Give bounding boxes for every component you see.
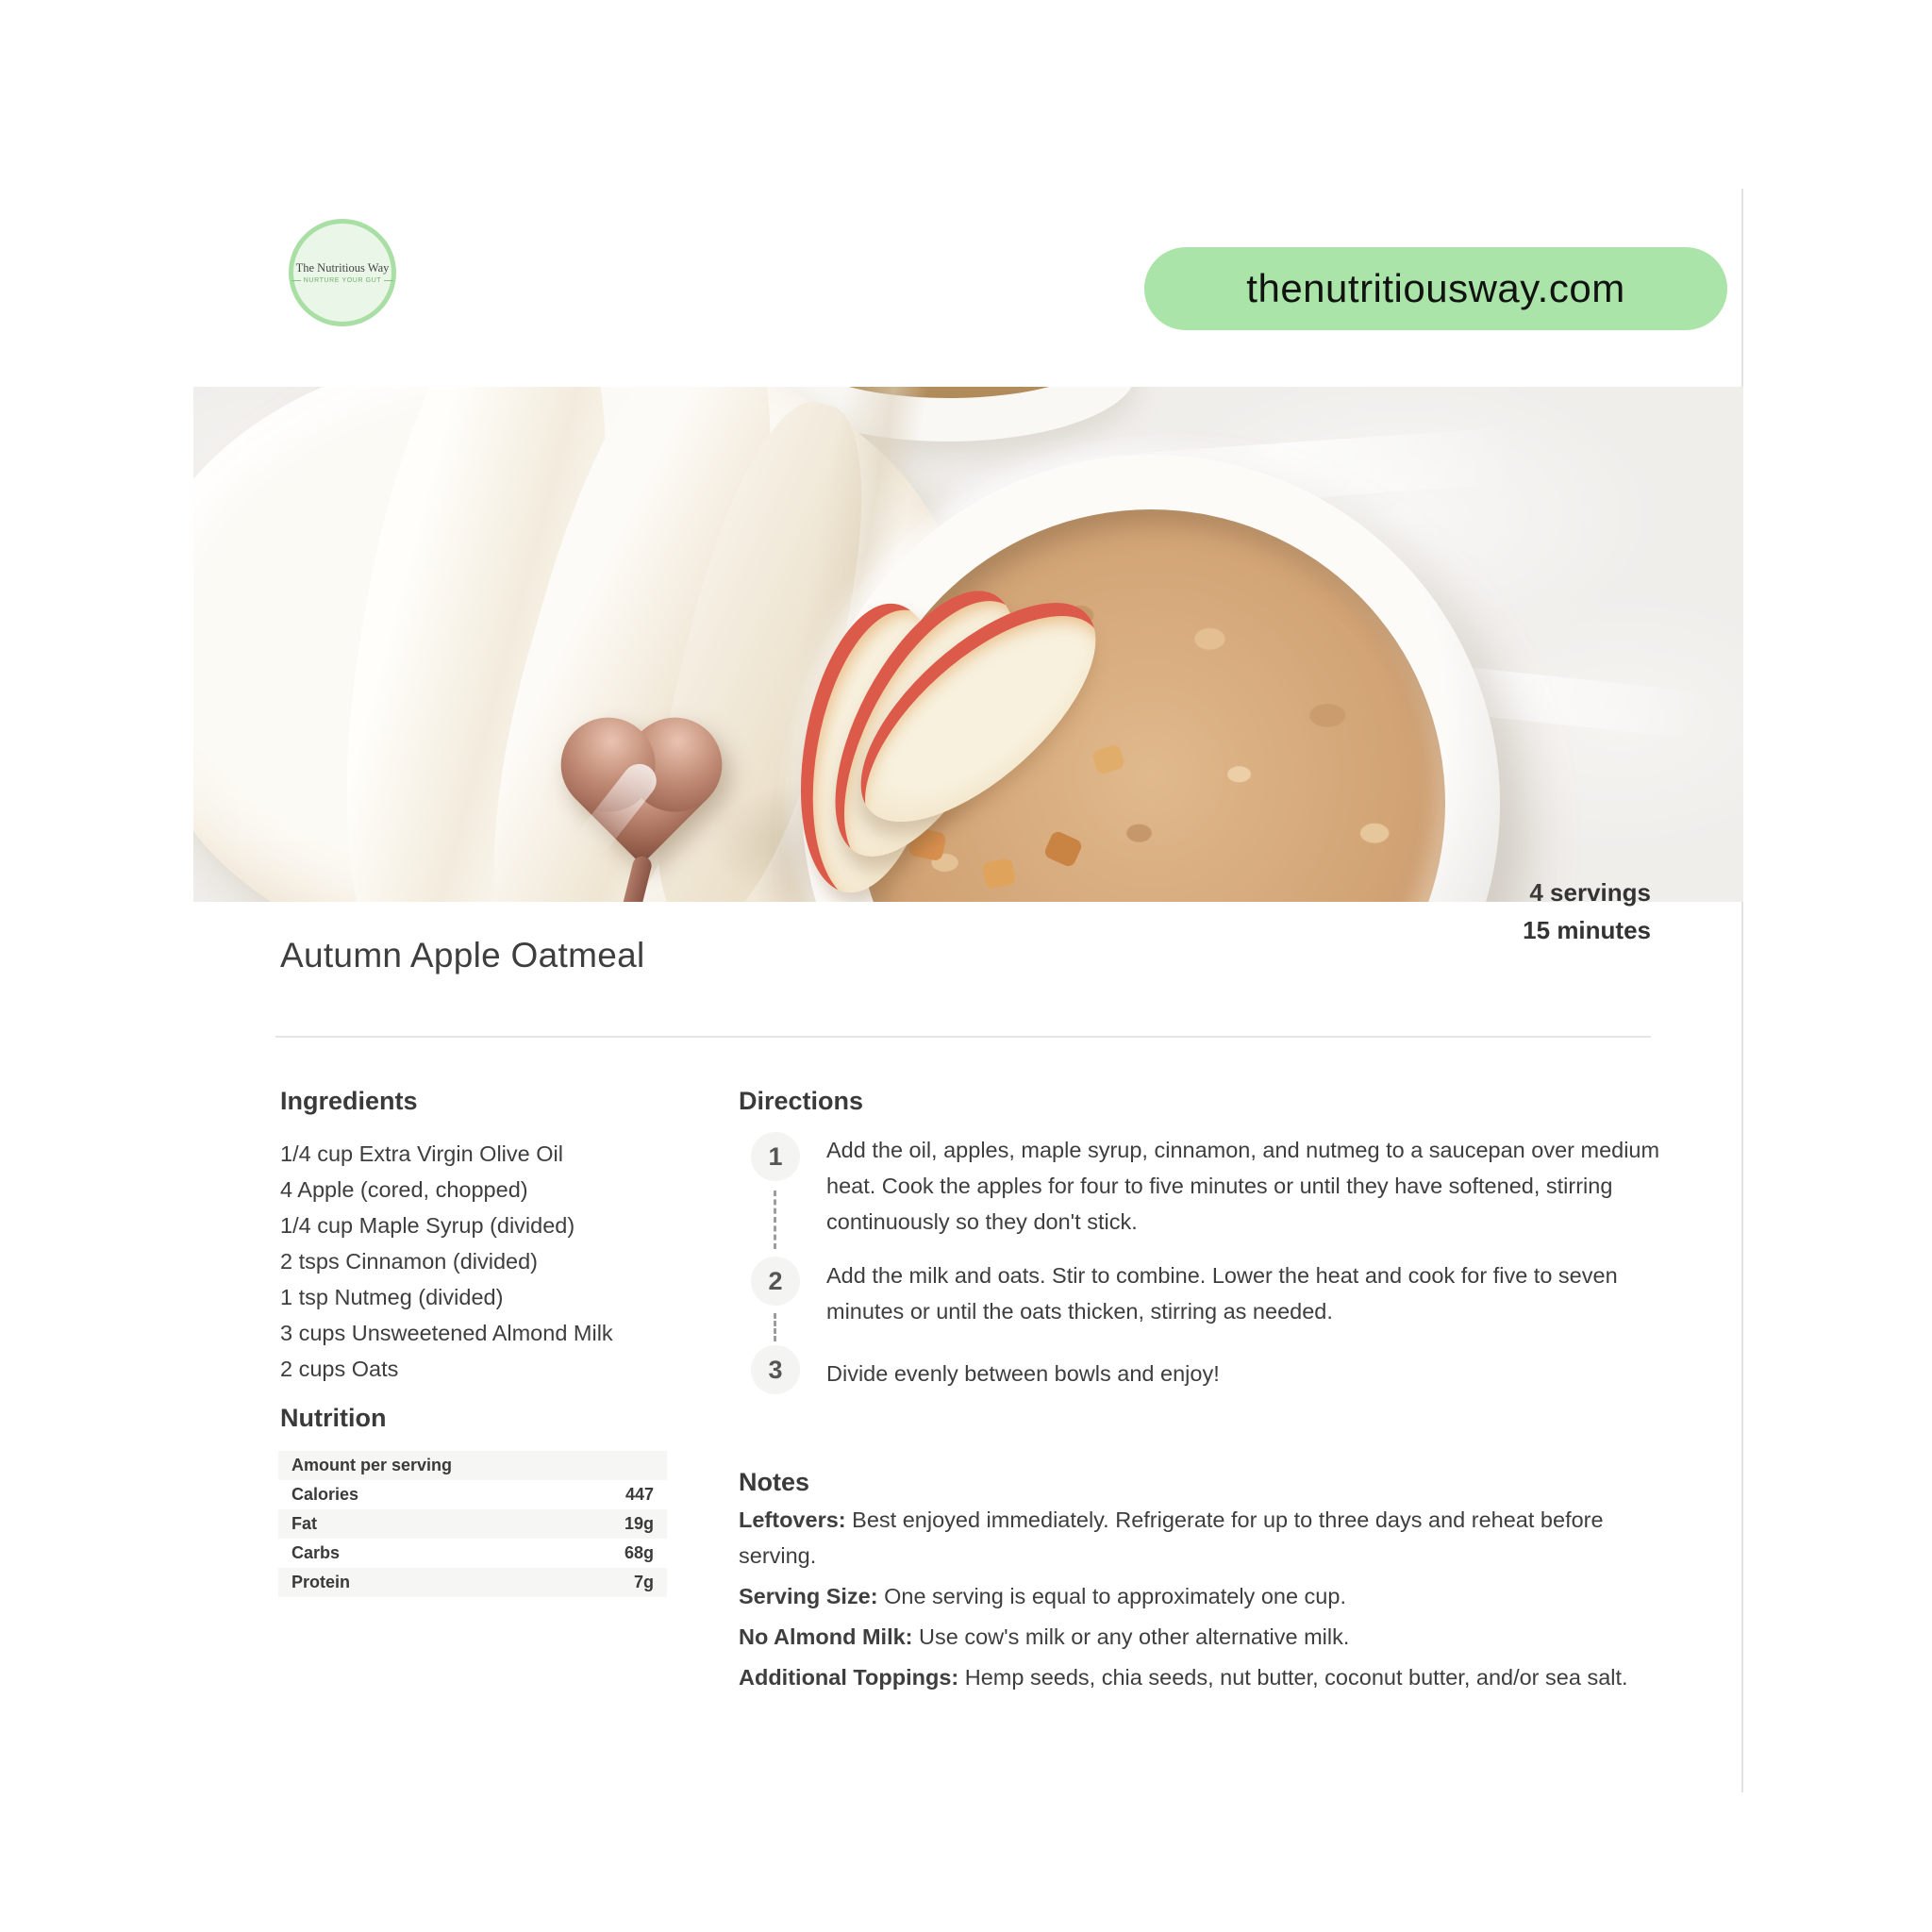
- hero-photo-apple-oatmeal: [193, 387, 1743, 902]
- ingredient-item: 2 tsps Cinnamon (divided): [280, 1249, 538, 1274]
- ingredient-item: 3 cups Unsweetened Almond Milk: [280, 1321, 613, 1345]
- brand-logo: [289, 219, 396, 326]
- nutrition-value: 447: [625, 1485, 654, 1504]
- apple-chunk: [982, 858, 1016, 889]
- nutrition-value: 68g: [624, 1543, 654, 1562]
- note-item: Additional Toppings: Hemp seeds, chia seeds, nut butter, coconut butter, and/or sea salt.: [739, 1665, 1628, 1690]
- ingredient-item: 1 tsp Nutmeg (divided): [280, 1285, 504, 1309]
- notes-list: [739, 1502, 1682, 1700]
- nutrition-row: [278, 1480, 667, 1509]
- ingredient-item: 2 cups Oats: [280, 1357, 399, 1381]
- website-pill[interactable]: [1144, 247, 1727, 330]
- servings-label: 4 servings: [1529, 878, 1651, 907]
- step-connector: [774, 1191, 776, 1249]
- step-number-badge: 3: [751, 1345, 800, 1394]
- nutrition-table-header: Amount per serving: [278, 1451, 667, 1480]
- nutrition-value: 7g: [633, 1573, 654, 1591]
- nutrition-value: 19g: [624, 1514, 654, 1533]
- ingredient-item: 4 Apple (cored, chopped): [280, 1177, 528, 1202]
- step-text: Add the oil, apples, maple syrup, cinnamon, and nutmeg to a saucepan over medium heat. Cook the apples for four to five minutes or until they have softened, stirring continuously so they don't stick.: [826, 1138, 1660, 1234]
- step-number-badge: 2: [751, 1257, 800, 1306]
- tagline-dash-right: [384, 280, 393, 282]
- ingredients-heading: Ingredients: [280, 1087, 418, 1115]
- ingredients-list: [280, 1136, 724, 1387]
- note-item: Leftovers: Best enjoyed immediately. Refrigerate for up to three days and reheat before serving.: [739, 1507, 1604, 1568]
- directions-heading: Directions: [739, 1087, 864, 1115]
- step-text: Divide evenly between bowls and enjoy!: [826, 1361, 1220, 1386]
- nutrition-row: [278, 1509, 667, 1539]
- brand-logo-title: The Nutritious Way: [295, 261, 390, 275]
- step-connector: [774, 1313, 776, 1341]
- nutrition-row: [278, 1568, 667, 1597]
- website-url: thenutritiousway.com: [1246, 266, 1625, 310]
- note-item: No Almond Milk: Use cow's milk or any other alternative milk.: [739, 1624, 1350, 1649]
- nutrition-label: Fat: [291, 1514, 317, 1533]
- nutrition-table: [278, 1451, 667, 1597]
- nutrition-row: [278, 1539, 667, 1568]
- ingredient-item: 1/4 cup Extra Virgin Olive Oil: [280, 1141, 563, 1166]
- step-text: Add the milk and oats. Stir to combine. Lower the heat and cook for five to seven minutes or until the oats thicken, stirring as needed.: [826, 1263, 1618, 1324]
- ingredient-item: 1/4 cup Maple Syrup (divided): [280, 1213, 575, 1238]
- nutrition-label: Carbs: [291, 1543, 341, 1562]
- time-label: 15 minutes: [1523, 916, 1651, 944]
- nutrition-label: Calories: [291, 1485, 359, 1504]
- brand-logo-tagline: NURTURE YOUR GUT: [291, 277, 393, 284]
- note-item: Serving Size: One serving is equal to approximately one cup.: [739, 1584, 1346, 1608]
- nutrition-label: Protein: [291, 1573, 351, 1591]
- recipe-title: Autumn Apple Oatmeal: [280, 936, 645, 974]
- title-divider: [275, 1036, 1651, 1038]
- notes-heading: Notes: [739, 1468, 810, 1496]
- step-number-badge: 1: [751, 1132, 800, 1181]
- nutrition-heading: Nutrition: [280, 1404, 387, 1432]
- tagline-dash-left: [291, 280, 301, 282]
